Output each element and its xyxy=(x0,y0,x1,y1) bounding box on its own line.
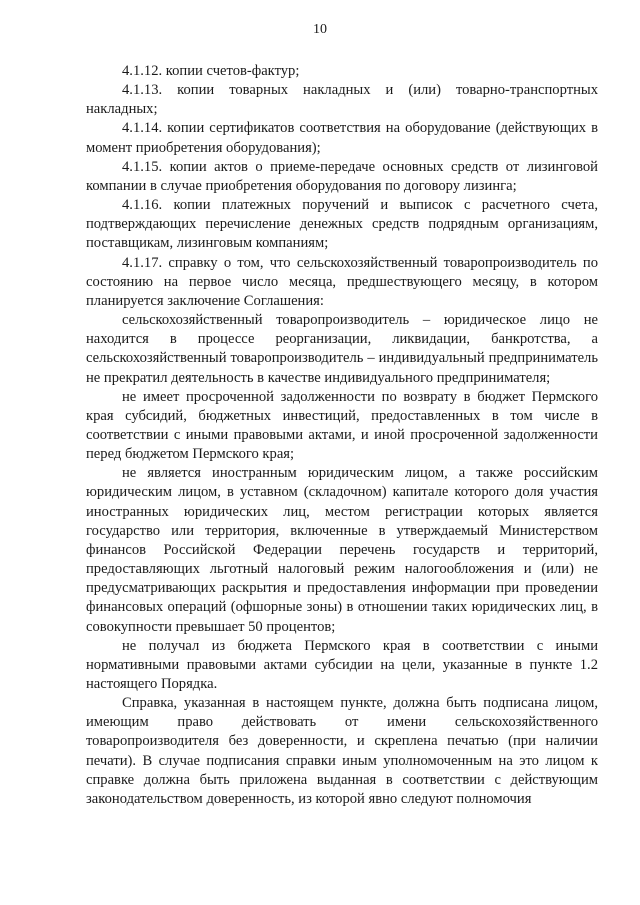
paragraph-4-1-15: 4.1.15. копии актов о приеме-передаче основных средств от лизинговой компании в случае приобретения оборудования по договору лизинга; xyxy=(86,158,598,194)
paragraph-condition-subsidies: не получал из бюджета Пермского края в соответствии с иными нормативными правовыми актами субсидии на цели, указанные в пункте 1.2 настоящего Порядка. xyxy=(86,637,598,692)
paragraph-4-1-17: 4.1.17. справку о том, что сельскохозяйственный товаропроизводитель по состоянию на первое число месяца, предшествующего месяцу, в котором планируется заключение Соглашения: xyxy=(86,254,598,309)
page-number: 10 xyxy=(313,22,327,37)
paragraph-condition-reorganization: сельскохозяйственный товаропроизводитель – юридическое лицо не находится в процессе реорганизации, ликвидации, банкротства, а сельскохозяйственный товаропроизводитель – индивидуальный предприниматель не прекратил деятельность в качестве индивидуального предпринимателя; xyxy=(86,312,598,386)
paragraph-4-1-13: 4.1.13. копии товарных накладных и (или) товарно-транспортных накладных; xyxy=(86,82,598,118)
paragraph-condition-foreign-entity: не является иностранным юридическим лицом, а также российским юридическим лицом, в уставном (складочном) капитале которого доля участия иностранных юридических лиц, местом регистрации которых является государство или территория, включенные в утверждаемый Министерством финансов Российской Федерации перечень государств и территорий, предоставляющих льготный налоговый режим налогообложения и (или) не предусматривающих раскрытия и предоставления информации при проведении финансовых операций (офшорные зоны) в отношении таких юридических лиц, в совокупности превышает 50 процентов; xyxy=(86,465,598,635)
paragraph-condition-debt: не имеет просроченной задолженности по возврату в бюджет Пермского края субсидий, бюджетных инвестиций, предоставленных в том числе в соответствии с иными правовыми актами, и иной просроченной задолженности перед бюджетом Пермского края; xyxy=(86,388,598,463)
paragraph-4-1-12: 4.1.12. копии счетов-фактур; xyxy=(122,63,300,79)
paragraph-certificate-signature: Справка, указанная в настоящем пункте, должна быть подписана лицом, имеющим право действовать от имени сельскохозяйственного товаропроизводителя без доверенности, и скреплена печатью (при наличии печати). В случае подписания справки иным уполномоченным на это лицом к справке должна быть приложена выданная в соответствии с действующим законодательством доверенность, из которой явно следуют полномочия xyxy=(86,695,598,807)
document-body xyxy=(86,62,598,809)
paragraph-4-1-14: 4.1.14. копии сертификатов соответствия на оборудование (действующих в момент приобретения оборудования); xyxy=(86,120,598,156)
paragraph-4-1-16: 4.1.16. копии платежных поручений и выписок с расчетного счета, подтверждающих перечисление денежных средств подрядным организациям, поставщикам, лизинговым компаниям; xyxy=(86,197,598,252)
